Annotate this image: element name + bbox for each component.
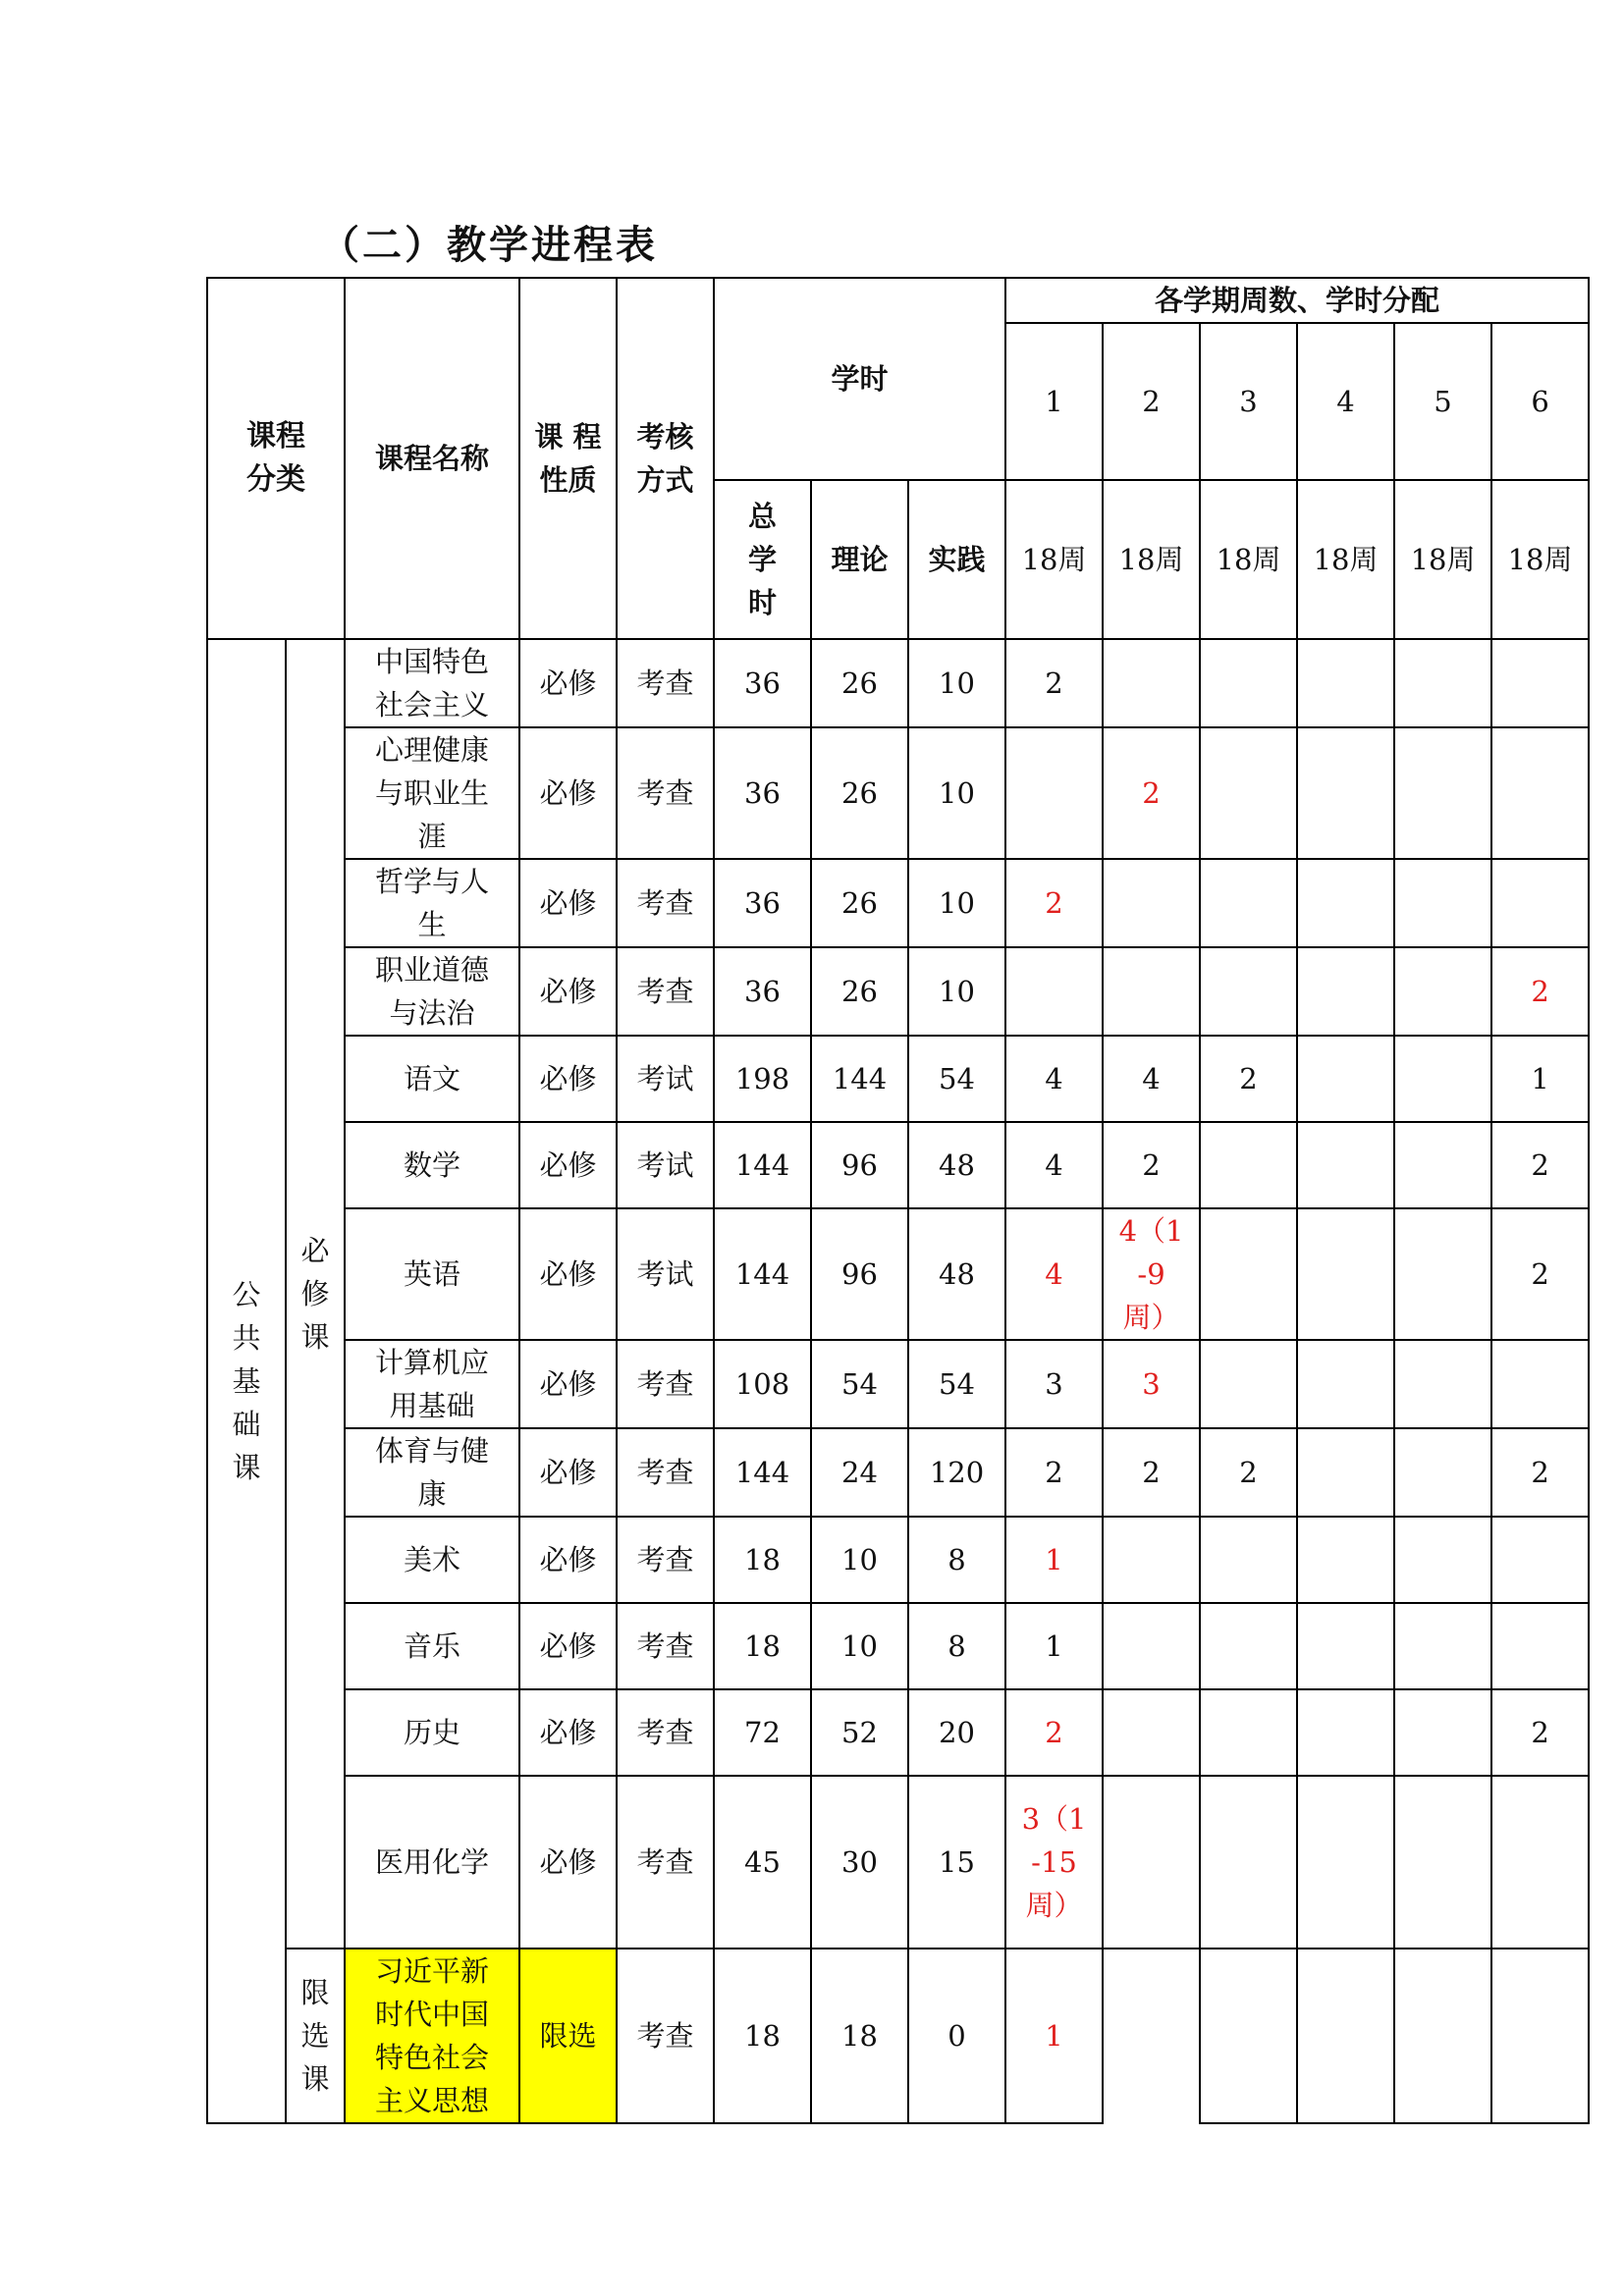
semester-2-hours: 2 bbox=[1103, 727, 1200, 859]
total-hours: 144 bbox=[714, 1122, 811, 1208]
course-name: 美术 bbox=[345, 1517, 519, 1603]
theory-hours: 18 bbox=[811, 1949, 908, 2123]
table-row bbox=[207, 1949, 1589, 2123]
semester-4-hours bbox=[1297, 1340, 1394, 1428]
total-hours: 36 bbox=[714, 639, 811, 727]
header-course-name: 课程名称 bbox=[345, 278, 519, 639]
course-nature: 必修 bbox=[519, 1603, 617, 1689]
table-row bbox=[207, 639, 1589, 727]
semester-4-hours bbox=[1297, 1689, 1394, 1776]
semester-1-hours: 3 bbox=[1005, 1340, 1103, 1428]
practice-hours: 15 bbox=[908, 1776, 1005, 1949]
semester-3-hours bbox=[1200, 859, 1297, 947]
semester-6-hours: 2 bbox=[1491, 1208, 1589, 1340]
practice-hours: 120 bbox=[908, 1428, 1005, 1517]
practice-hours: 54 bbox=[908, 1036, 1005, 1122]
semester-4-hours bbox=[1297, 1949, 1394, 2123]
assessment-method: 考查 bbox=[617, 727, 714, 859]
total-hours: 18 bbox=[714, 1603, 811, 1689]
course-nature: 必修 bbox=[519, 1517, 617, 1603]
course-name: 中国特色社会主义 bbox=[345, 639, 519, 727]
header-weeks-3: 18周 bbox=[1200, 480, 1297, 639]
header-category: 课程分类 bbox=[207, 278, 345, 639]
course-name: 哲学与人生 bbox=[345, 859, 519, 947]
assessment-method: 考试 bbox=[617, 1208, 714, 1340]
semester-5-hours bbox=[1394, 1776, 1491, 1949]
assessment-method: 考试 bbox=[617, 1122, 714, 1208]
semester-2-hours bbox=[1103, 639, 1200, 727]
semester-6-hours: 2 bbox=[1491, 1122, 1589, 1208]
course-name: 习近平新时代中国特色社会主义思想 bbox=[345, 1949, 519, 2123]
assessment-method: 考查 bbox=[617, 947, 714, 1036]
course-nature: 必修 bbox=[519, 1208, 617, 1340]
header-weeks-4: 18周 bbox=[1297, 480, 1394, 639]
semester-4-hours bbox=[1297, 1603, 1394, 1689]
header-hours: 学时 bbox=[714, 278, 1005, 480]
semester-3-hours bbox=[1200, 727, 1297, 859]
semester-1-hours: 2 bbox=[1005, 639, 1103, 727]
semester-6-hours bbox=[1491, 727, 1589, 859]
course-name: 体育与健康 bbox=[345, 1428, 519, 1517]
semester-1-hours: 1 bbox=[1005, 1949, 1103, 2123]
course-nature: 必修 bbox=[519, 727, 617, 859]
assessment-method: 考查 bbox=[617, 639, 714, 727]
practice-hours: 10 bbox=[908, 727, 1005, 859]
table-row bbox=[207, 859, 1589, 947]
theory-hours: 52 bbox=[811, 1689, 908, 1776]
semester-1-hours: 4 bbox=[1005, 1122, 1103, 1208]
table-row bbox=[207, 1603, 1589, 1689]
assessment-method: 考查 bbox=[617, 1603, 714, 1689]
semester-3-hours bbox=[1200, 1603, 1297, 1689]
semester-1-hours: 1 bbox=[1005, 1517, 1103, 1603]
semester-1-hours: 2 bbox=[1005, 1689, 1103, 1776]
assessment-method: 考查 bbox=[617, 1428, 714, 1517]
semester-3-hours bbox=[1200, 1689, 1297, 1776]
total-hours: 18 bbox=[714, 1517, 811, 1603]
course-nature: 必修 bbox=[519, 1689, 617, 1776]
semester-3-hours bbox=[1200, 639, 1297, 727]
header-assessment: 考核方式 bbox=[617, 278, 714, 639]
semester-4-hours bbox=[1297, 727, 1394, 859]
total-hours: 144 bbox=[714, 1208, 811, 1340]
semester-3-hours bbox=[1200, 1208, 1297, 1340]
practice-hours: 10 bbox=[908, 639, 1005, 727]
practice-hours: 10 bbox=[908, 947, 1005, 1036]
assessment-method: 考查 bbox=[617, 859, 714, 947]
assessment-method: 考查 bbox=[617, 1776, 714, 1949]
semester-6-hours: 1 bbox=[1491, 1036, 1589, 1122]
theory-hours: 26 bbox=[811, 859, 908, 947]
theory-hours: 26 bbox=[811, 639, 908, 727]
total-hours: 198 bbox=[714, 1036, 811, 1122]
header-semester-6: 6 bbox=[1491, 323, 1589, 480]
semester-5-hours bbox=[1394, 1949, 1491, 2123]
header-weeks-6: 18周 bbox=[1491, 480, 1589, 639]
course-nature: 必修 bbox=[519, 1776, 617, 1949]
semester-3-hours bbox=[1200, 1340, 1297, 1428]
course-name: 计算机应用基础 bbox=[345, 1340, 519, 1428]
total-hours: 18 bbox=[714, 1949, 811, 2123]
header-weeks-1: 18周 bbox=[1005, 480, 1103, 639]
semester-5-hours bbox=[1394, 1689, 1491, 1776]
semester-2-hours bbox=[1103, 947, 1200, 1036]
semester-6-hours: 2 bbox=[1491, 947, 1589, 1036]
theory-hours: 26 bbox=[811, 947, 908, 1036]
semester-6-hours bbox=[1491, 639, 1589, 727]
page-title: （二）教学进程表 bbox=[320, 222, 658, 268]
semester-3-hours: 2 bbox=[1200, 1036, 1297, 1122]
theory-hours: 96 bbox=[811, 1208, 908, 1340]
semester-1-hours bbox=[1005, 947, 1103, 1036]
practice-hours: 48 bbox=[908, 1122, 1005, 1208]
theory-hours: 10 bbox=[811, 1603, 908, 1689]
semester-6-hours bbox=[1491, 859, 1589, 947]
semester-4-hours bbox=[1297, 1517, 1394, 1603]
semester-6-hours bbox=[1491, 1340, 1589, 1428]
theory-hours: 30 bbox=[811, 1776, 908, 1949]
group-limited: 限选课 bbox=[286, 1949, 345, 2123]
practice-hours: 8 bbox=[908, 1603, 1005, 1689]
semester-5-hours bbox=[1394, 859, 1491, 947]
semester-2-hours: 2 bbox=[1103, 1428, 1200, 1517]
semester-5-hours bbox=[1394, 947, 1491, 1036]
theory-hours: 26 bbox=[811, 727, 908, 859]
header-theory: 理论 bbox=[811, 480, 908, 639]
semester-4-hours bbox=[1297, 1776, 1394, 1949]
header-practice: 实践 bbox=[908, 480, 1005, 639]
table-row bbox=[207, 1428, 1589, 1517]
semester-4-hours bbox=[1297, 859, 1394, 947]
course-name: 数学 bbox=[345, 1122, 519, 1208]
theory-hours: 54 bbox=[811, 1340, 908, 1428]
practice-hours: 54 bbox=[908, 1340, 1005, 1428]
semester-4-hours bbox=[1297, 1036, 1394, 1122]
header-weeks-2: 18周 bbox=[1103, 480, 1200, 639]
header-total-hours: 总学时 bbox=[714, 480, 811, 639]
semester-1-hours: 4 bbox=[1005, 1036, 1103, 1122]
semester-5-hours bbox=[1394, 639, 1491, 727]
header-semester-3: 3 bbox=[1200, 323, 1297, 480]
course-name: 音乐 bbox=[345, 1603, 519, 1689]
semester-2-hours bbox=[1103, 1603, 1200, 1689]
semester-3-hours: 2 bbox=[1200, 1428, 1297, 1517]
header-semester-4: 4 bbox=[1297, 323, 1394, 480]
semester-4-hours bbox=[1297, 1428, 1394, 1517]
semester-2-hours: 3 bbox=[1103, 1340, 1200, 1428]
group-public-basic: 公共基础课 bbox=[207, 639, 286, 2123]
semester-6-hours bbox=[1491, 1949, 1589, 2123]
semester-4-hours bbox=[1297, 639, 1394, 727]
course-nature: 必修 bbox=[519, 859, 617, 947]
table-row bbox=[207, 1517, 1589, 1603]
header-semester-5: 5 bbox=[1394, 323, 1491, 480]
assessment-method: 考查 bbox=[617, 1517, 714, 1603]
course-nature: 必修 bbox=[519, 1036, 617, 1122]
semester-3-hours bbox=[1200, 1517, 1297, 1603]
semester-6-hours bbox=[1491, 1603, 1589, 1689]
semester-1-hours: 1 bbox=[1005, 1603, 1103, 1689]
practice-hours: 10 bbox=[908, 859, 1005, 947]
header-semester-group: 各学期周数、学时分配 bbox=[1005, 278, 1589, 323]
semester-6-hours bbox=[1491, 1776, 1589, 1949]
semester-3-hours bbox=[1200, 1776, 1297, 1949]
semester-3-hours bbox=[1200, 1122, 1297, 1208]
theory-hours: 144 bbox=[811, 1036, 908, 1122]
table-row bbox=[207, 1776, 1589, 1949]
header-semester-1: 1 bbox=[1005, 323, 1103, 480]
semester-2-hours: 4 bbox=[1103, 1036, 1200, 1122]
table-row bbox=[207, 1036, 1589, 1122]
assessment-method: 考试 bbox=[617, 1036, 714, 1122]
semester-5-hours bbox=[1394, 727, 1491, 859]
semester-5-hours bbox=[1394, 1428, 1491, 1517]
semester-2-hours: 4（1-9周） bbox=[1103, 1208, 1200, 1340]
table-row bbox=[207, 947, 1589, 1036]
semester-3-hours bbox=[1200, 1949, 1297, 2123]
semester-1-hours: 2 bbox=[1005, 859, 1103, 947]
assessment-method: 考查 bbox=[617, 1340, 714, 1428]
theory-hours: 24 bbox=[811, 1428, 908, 1517]
course-name: 职业道德与法治 bbox=[345, 947, 519, 1036]
header-nature: 课 程性质 bbox=[519, 278, 617, 639]
semester-2-hours bbox=[1103, 859, 1200, 947]
semester-5-hours bbox=[1394, 1340, 1491, 1428]
header-weeks-5: 18周 bbox=[1394, 480, 1491, 639]
semester-6-hours: 2 bbox=[1491, 1428, 1589, 1517]
total-hours: 144 bbox=[714, 1428, 811, 1517]
total-hours: 36 bbox=[714, 859, 811, 947]
table-row bbox=[207, 1208, 1589, 1340]
course-nature: 必修 bbox=[519, 1340, 617, 1428]
semester-3-hours bbox=[1200, 947, 1297, 1036]
assessment-method: 考查 bbox=[617, 1949, 714, 2123]
course-nature: 必修 bbox=[519, 947, 617, 1036]
practice-hours: 48 bbox=[908, 1208, 1005, 1340]
group-required: 必修课 bbox=[286, 639, 345, 1949]
course-nature: 必修 bbox=[519, 639, 617, 727]
table-row bbox=[207, 1122, 1589, 1208]
semester-4-hours bbox=[1297, 1122, 1394, 1208]
course-name: 英语 bbox=[345, 1208, 519, 1340]
practice-hours: 0 bbox=[908, 1949, 1005, 2123]
semester-2-hours bbox=[1103, 1949, 1200, 2123]
course-name: 历史 bbox=[345, 1689, 519, 1776]
semester-5-hours bbox=[1394, 1603, 1491, 1689]
course-nature: 必修 bbox=[519, 1428, 617, 1517]
course-name: 语文 bbox=[345, 1036, 519, 1122]
semester-2-hours: 2 bbox=[1103, 1122, 1200, 1208]
semester-5-hours bbox=[1394, 1517, 1491, 1603]
table-row bbox=[207, 727, 1589, 859]
semester-2-hours bbox=[1103, 1776, 1200, 1949]
semester-6-hours bbox=[1491, 1517, 1589, 1603]
practice-hours: 20 bbox=[908, 1689, 1005, 1776]
teaching-schedule-table bbox=[206, 277, 1590, 2124]
total-hours: 36 bbox=[714, 947, 811, 1036]
assessment-method: 考查 bbox=[617, 1689, 714, 1776]
semester-1-hours bbox=[1005, 727, 1103, 859]
semester-2-hours bbox=[1103, 1689, 1200, 1776]
semester-4-hours bbox=[1297, 947, 1394, 1036]
table-row bbox=[207, 1340, 1589, 1428]
header-semester-2: 2 bbox=[1103, 323, 1200, 480]
semester-1-hours: 2 bbox=[1005, 1428, 1103, 1517]
semester-5-hours bbox=[1394, 1122, 1491, 1208]
total-hours: 72 bbox=[714, 1689, 811, 1776]
semester-1-hours: 3（1-15周） bbox=[1005, 1776, 1103, 1949]
semester-5-hours bbox=[1394, 1036, 1491, 1122]
semester-4-hours bbox=[1297, 1208, 1394, 1340]
course-nature: 必修 bbox=[519, 1122, 617, 1208]
course-name: 心理健康与职业生涯 bbox=[345, 727, 519, 859]
total-hours: 108 bbox=[714, 1340, 811, 1428]
theory-hours: 10 bbox=[811, 1517, 908, 1603]
table-row bbox=[207, 1689, 1589, 1776]
theory-hours: 96 bbox=[811, 1122, 908, 1208]
semester-2-hours bbox=[1103, 1517, 1200, 1603]
course-nature: 限选 bbox=[519, 1949, 617, 2123]
semester-6-hours: 2 bbox=[1491, 1689, 1589, 1776]
practice-hours: 8 bbox=[908, 1517, 1005, 1603]
semester-5-hours bbox=[1394, 1208, 1491, 1340]
total-hours: 45 bbox=[714, 1776, 811, 1949]
course-name: 医用化学 bbox=[345, 1776, 519, 1949]
semester-1-hours: 4 bbox=[1005, 1208, 1103, 1340]
total-hours: 36 bbox=[714, 727, 811, 859]
